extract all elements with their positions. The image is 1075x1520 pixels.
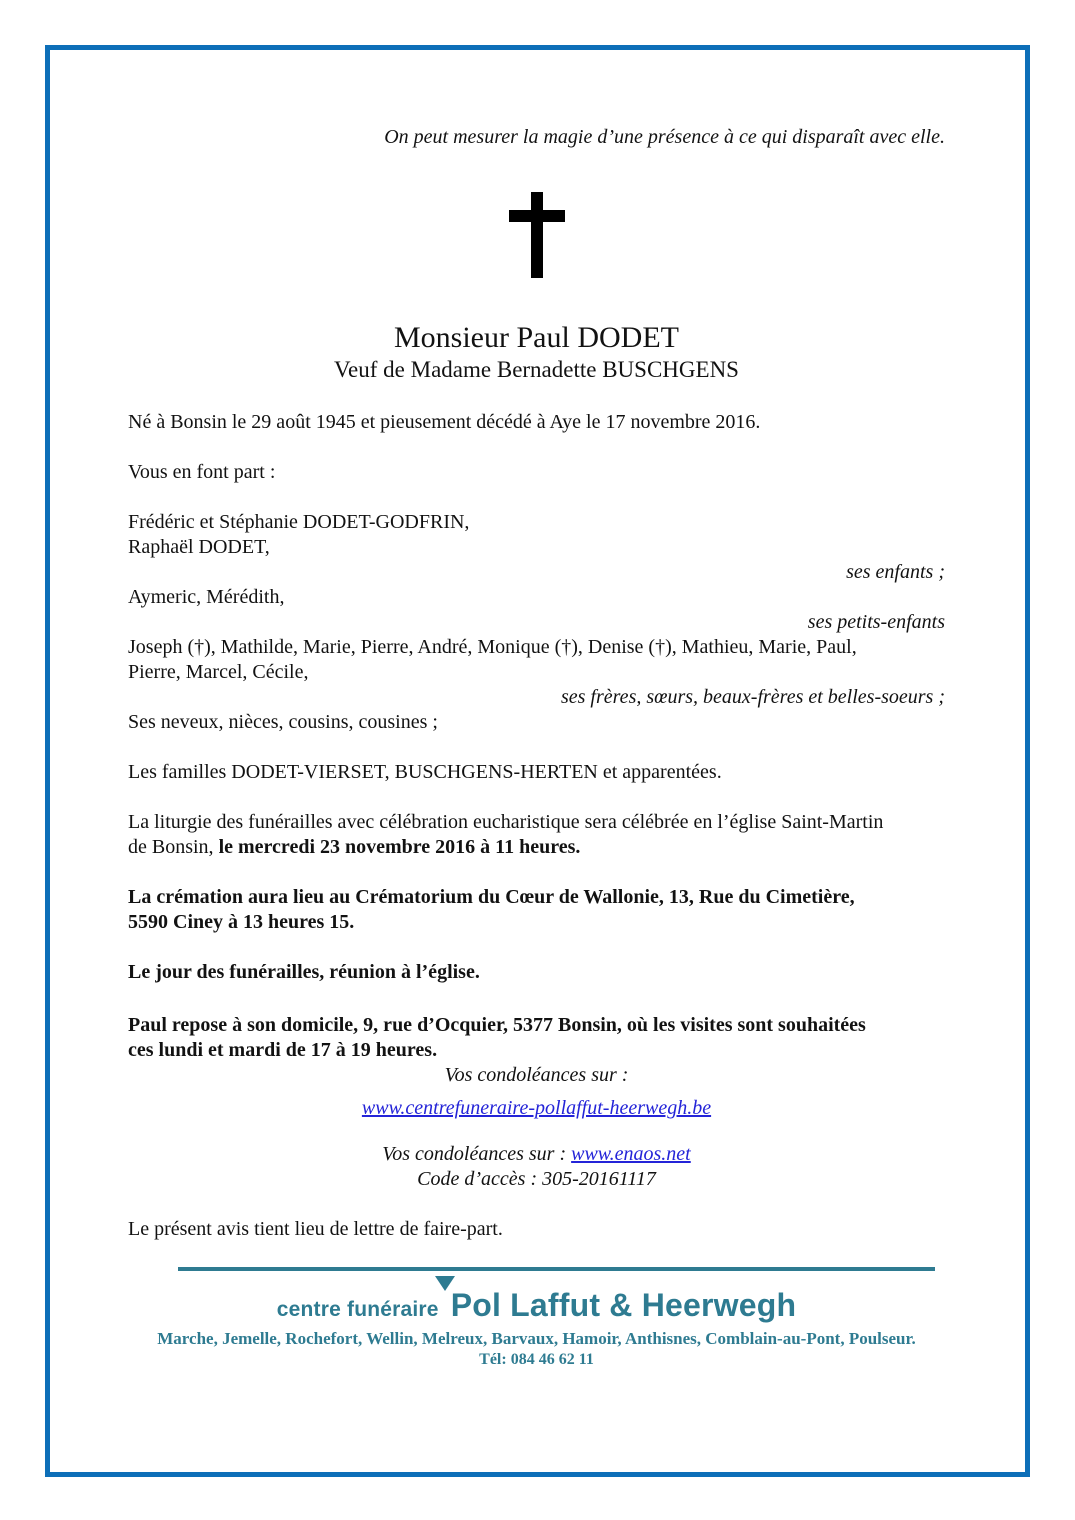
intro-line: Vous en font part : [128,461,276,483]
children-label: ses enfants ; [846,561,945,583]
enaos-link[interactable]: www.enaos.net [571,1143,691,1165]
condolences2-prefix: Vos condoléances sur : [382,1143,572,1165]
birth-death-line: Né à Bonsin le 29 août 1945 et pieusement décédé à Aye le 17 novembre 2016. [128,411,761,433]
liturgy-line-2 [128,835,945,860]
repose-line-1: Paul repose à son domicile, 9, rue d’Ocquier, 5377 Bonsin, où les visites sont souhaitées [128,1014,866,1036]
siblings-label: ses frères, sœurs, beaux-frères et belles-soeurs ; [560,686,945,708]
siblings-line-2: Pierre, Marcel, Cécile, [128,661,309,683]
children-line-2: Raphaël DODET, [128,536,270,558]
grandchildren-line: Aymeric, Mérédith, [128,586,285,608]
access-code-line: Code d’accès : 305-20161117 [417,1168,656,1190]
page-border-frame [45,45,1030,1477]
brand-name-text: Pol Laffut & Heerwegh [450,1287,797,1323]
reunion-line: Le jour des funérailles, réunion à l’église. [128,961,480,983]
nephews-line: Ses neveux, nièces, cousins, cousines ; [128,711,438,733]
deceased-name: Monsieur Paul DODET [394,321,679,354]
deceased-subtitle: Veuf de Madame Bernadette BUSCHGENS [334,357,739,382]
condolences2-line [128,1142,945,1167]
condolences-label: Vos condoléances sur : [444,1064,629,1086]
siblings-line-1: Joseph (†), Mathilde, Marie, Pierre, André, Monique (†), Denise (†), Mathieu, Marie, Paul, [128,636,857,658]
condolences-link-line [128,1096,945,1121]
closing-line: Le présent avis tient lieu de lettre de faire-part. [128,1218,503,1240]
children-line-1: Frédéric et Stéphanie DODET-GODFRIN, [128,511,470,533]
funeral-home-logo [128,1287,945,1324]
brand-small-label: centre funéraire [276,1298,439,1321]
footer-phone: Tél: 084 46 62 11 [479,1351,594,1368]
brand-name [451,1287,797,1324]
cross-icon [509,192,565,278]
liturgy-line-2-regular: de Bonsin, [128,836,214,858]
cremation-line-1: La crémation aura lieu au Crématorium du Cœur de Wallonie, 13, Rue du Cimetière, [128,886,855,908]
page-content [50,50,1025,1369]
liturgy-line-1: La liturgie des funérailles avec célébration eucharistique sera célébrée en l’église Saint-Martin [128,811,884,833]
funeral-home-footer [128,1267,945,1369]
cremation-line-2: 5590 Ciney à 13 heures 15. [128,911,355,933]
cross-horizontal-bar [509,210,565,222]
repose-line-2: ces lundi et mardi de 17 à 19 heures. [128,1039,438,1061]
families-line: Les familles DODET-VIERSET, BUSCHGENS-HERTEN et apparentées. [128,761,722,783]
epigraph-quote: On peut mesurer la magie d’une présence à ce qui disparaît avec elle. [384,126,945,148]
announcement-body [128,410,945,1242]
grandchildren-label: ses petits-enfants [807,611,945,633]
footer-divider [178,1267,935,1271]
liturgy-line-2-bold: le mercredi 23 novembre 2016 à 11 heures. [218,836,581,858]
condolences-link[interactable]: www.centrefuneraire-pollaffut-heerwegh.be [361,1097,712,1119]
footer-locations: Marche, Jemelle, Rochefort, Wellin, Melreux, Barvaux, Hamoir, Anthisnes, Comblain-au-Pont, Poulseur. [157,1329,916,1348]
logo-triangle-icon [435,1276,455,1291]
cross-vertical-bar [531,192,543,278]
